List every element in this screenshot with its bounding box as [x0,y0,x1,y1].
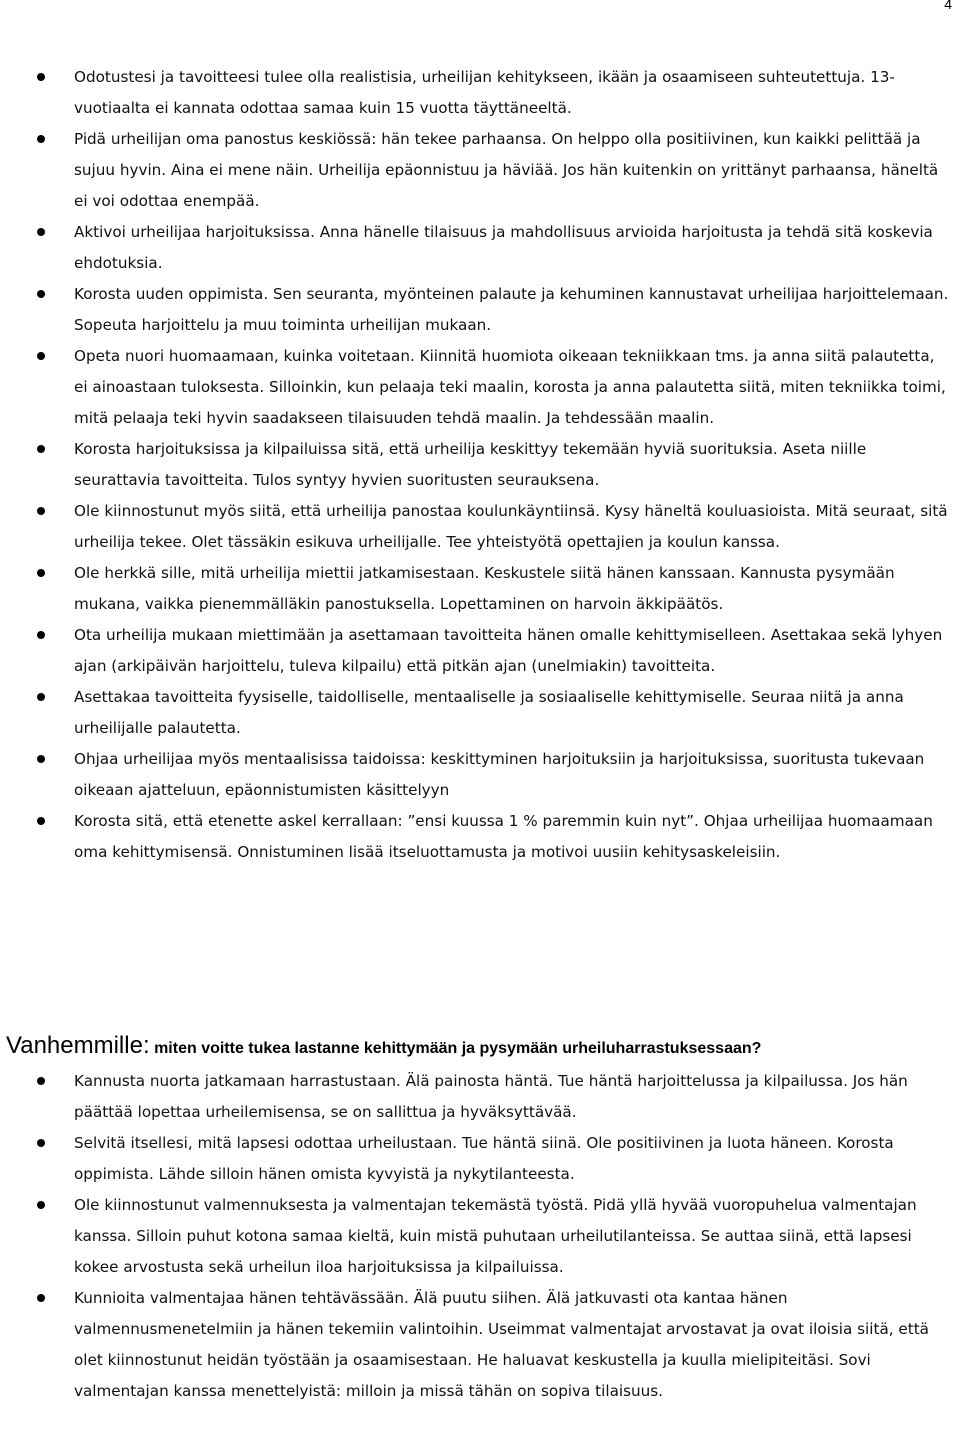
bullet-icon [37,569,45,577]
section-heading [6,1032,956,1060]
page-number: 4 [944,0,952,12]
bullet-text: Aktivoi urheilijaa harjoituksissa. Anna hänelle tilaisuus ja mahdollisuus arvioida harjoitusta ja tehdä sitä koskevia ehdotuksia. [74,223,933,272]
bullet-text: Ohjaa urheilijaa myös mentaalisissa taidoissa: keskittyminen harjoituksiin ja harjoituksissa, suoritusta tukevaan oikeaan ajatteluun, epäonnistumisten käsittelyyn [74,750,925,799]
bullet-item [0,744,960,806]
bullet-icon [37,352,45,360]
bullet-icon [37,1139,45,1147]
bullet-item [0,62,960,124]
bullet-icon [37,1201,45,1209]
bullet-icon [37,631,45,639]
bullet-icon [37,228,45,236]
bullet-text: Selvitä itsellesi, mitä lapsesi odottaa urheilustaan. Tue häntä siinä. Ole positiivinen ja luota häneen. Korosta oppimista. Lähde silloin hänen omista kyvyistä ja nykytilanteesta. [74,1134,894,1183]
bullet-icon [37,1294,45,1302]
bullet-item [0,279,960,341]
bullet-icon [37,693,45,701]
bullet-text: Odotustesi ja tavoitteesi tulee olla realistisia, urheilijan kehitykseen, ikään ja osaamiseen suhteutettuja. 13-vuotiaalta ei kannata odottaa samaa kuin 15 vuotta täyttäneeltä. [74,68,895,117]
bullet-text: Kannusta nuorta jatkamaan harrastustaan. Älä painosta häntä. Tue häntä harjoittelussa ja kilpailussa. Jos hän päättää lopettaa urheilemisensa, se on sallittua ja hyväksyttävää. [74,1072,908,1121]
bullet-item [0,806,960,868]
bullet-item [0,434,960,496]
bullet-text: Opeta nuori huomaamaan, kuinka voitetaan. Kiinnitä huomiota oikeaan tekniikkaan tms. ja anna siitä palautetta, ei ainoastaan tuloksesta. Silloinkin, kun pelaaja teki maalin, korosta ja anna palautetta siitä, miten tekniikka toimi, mitä pelaaja teki hyvin saadakseen tilaisuuden tehdä maalin. Ja tehdessään maalin. [74,347,946,427]
bullet-item [0,620,960,682]
bullet-text: Korosta sitä, että etenette askel kerrallaan: ”ensi kuussa 1 % paremmin kuin nyt”. Ohjaa urheilijaa huomaamaan oma kehittymisensä. Onnistuminen lisää itseluottamusta ja motivoi uusiin kehitysaskeleisiin. [74,812,933,861]
bullet-icon [37,290,45,298]
bullet-icon [37,445,45,453]
bullet-item [0,217,960,279]
bullet-item [0,558,960,620]
bullet-icon [37,135,45,143]
bullet-item [0,1128,960,1190]
bullet-icon [37,73,45,81]
bullet-item [0,1283,960,1407]
bullet-text: Korosta uuden oppimista. Sen seuranta, myönteinen palaute ja kehuminen kannustavat urheilijaa harjoittelemaan. Sopeuta harjoittelu ja muu toiminta urheilijan mukaan. [74,285,949,334]
bullet-text: Asettakaa tavoitteita fyysiselle, taidolliselle, mentaaliselle ja sosiaaliselle kehittymiselle. Seuraa niitä ja anna urheilijalle palautetta. [74,688,904,737]
bullet-item [0,341,960,434]
section-heading-title: Vanhemmille: [6,1032,150,1059]
parent-advice-list [0,1066,960,1407]
bullet-icon [37,817,45,825]
bullet-text: Korosta harjoituksissa ja kilpailuissa sitä, että urheilija keskittyy tekemään hyviä suorituksia. Aseta niille seurattavia tavoitteita. Tulos syntyy hyvien suoritusten seurauksena. [74,440,867,489]
bullet-icon [37,507,45,515]
section-heading-subtitle: miten voitte tukea lastanne kehittymään ja pysymään urheiluharrastuksessaan? [149,1040,762,1057]
bullet-text: Kunnioita valmentajaa hänen tehtävässään. Älä puutu siihen. Älä jatkuvasti ota kantaa hänen valmennusmenetelmiin ja hänen tekemiin valintoihin. Useimmat valmentajat arvostavat ja ovat iloisia siitä, että olet kiinnostunut heidän työstään ja osaamisestaan. He haluavat keskustella ja kuulla mielipiteitäsi. Sovi valmentajan kanssa menettelyistä: milloin ja missä tähän on sopiva tilaisuus. [74,1289,929,1400]
bullet-text: Pidä urheilijan oma panostus keskiössä: hän tekee parhaansa. On helppo olla positiivinen, kun kaikki pelittää ja sujuu hyvin. Aina ei mene näin. Urheilija epäonnistuu ja häviää. Jos hän kuitenkin on yrittänyt parhaansa, häneltä ei voi odottaa enempää. [74,130,939,210]
bullet-text: Ole herkkä sille, mitä urheilija miettii jatkamisestaan. Keskustele siitä hänen kanssaan. Kannusta pysymään mukana, vaikka pienemmälläkin panostuksella. Lopettaminen on harvoin äkkipäätös. [74,564,895,613]
bullet-item [0,682,960,744]
bullet-item [0,496,960,558]
bullet-item [0,1066,960,1128]
bullet-icon [37,1077,45,1085]
coach-advice-list [0,62,960,868]
bullet-text: Ota urheilija mukaan miettimään ja asettamaan tavoitteita hänen omalle kehittymiselleen. Asettakaa sekä lyhyen ajan (arkipäivän harjoittelu, tuleva kilpailu) että pitkän ajan (unelmiakin) tavoitteita. [74,626,943,675]
bullet-text: Ole kiinnostunut myös siitä, että urheilija panostaa koulunkäyntiinsä. Kysy häneltä kouluasioista. Mitä seuraat, sitä urheilija tekee. Olet tässäkin esikuva urheilijalle. Tee yhteistyötä opettajien ja koulun kanssa. [74,502,948,551]
bullet-icon [37,755,45,763]
bullet-item [0,124,960,217]
bullet-text: Ole kiinnostunut valmennuksesta ja valmentajan tekemästä työstä. Pidä yllä hyvää vuoropuhelua valmentajan kanssa. Silloin puhut kotona samaa kieltä, kuin mistä puhutaan urheilutilanteissa. Se auttaa siinä, että lapsesi kokee arvostusta sekä urheilun iloa harjoituksissa ja kilpailuissa. [74,1196,917,1276]
bullet-item [0,1190,960,1283]
